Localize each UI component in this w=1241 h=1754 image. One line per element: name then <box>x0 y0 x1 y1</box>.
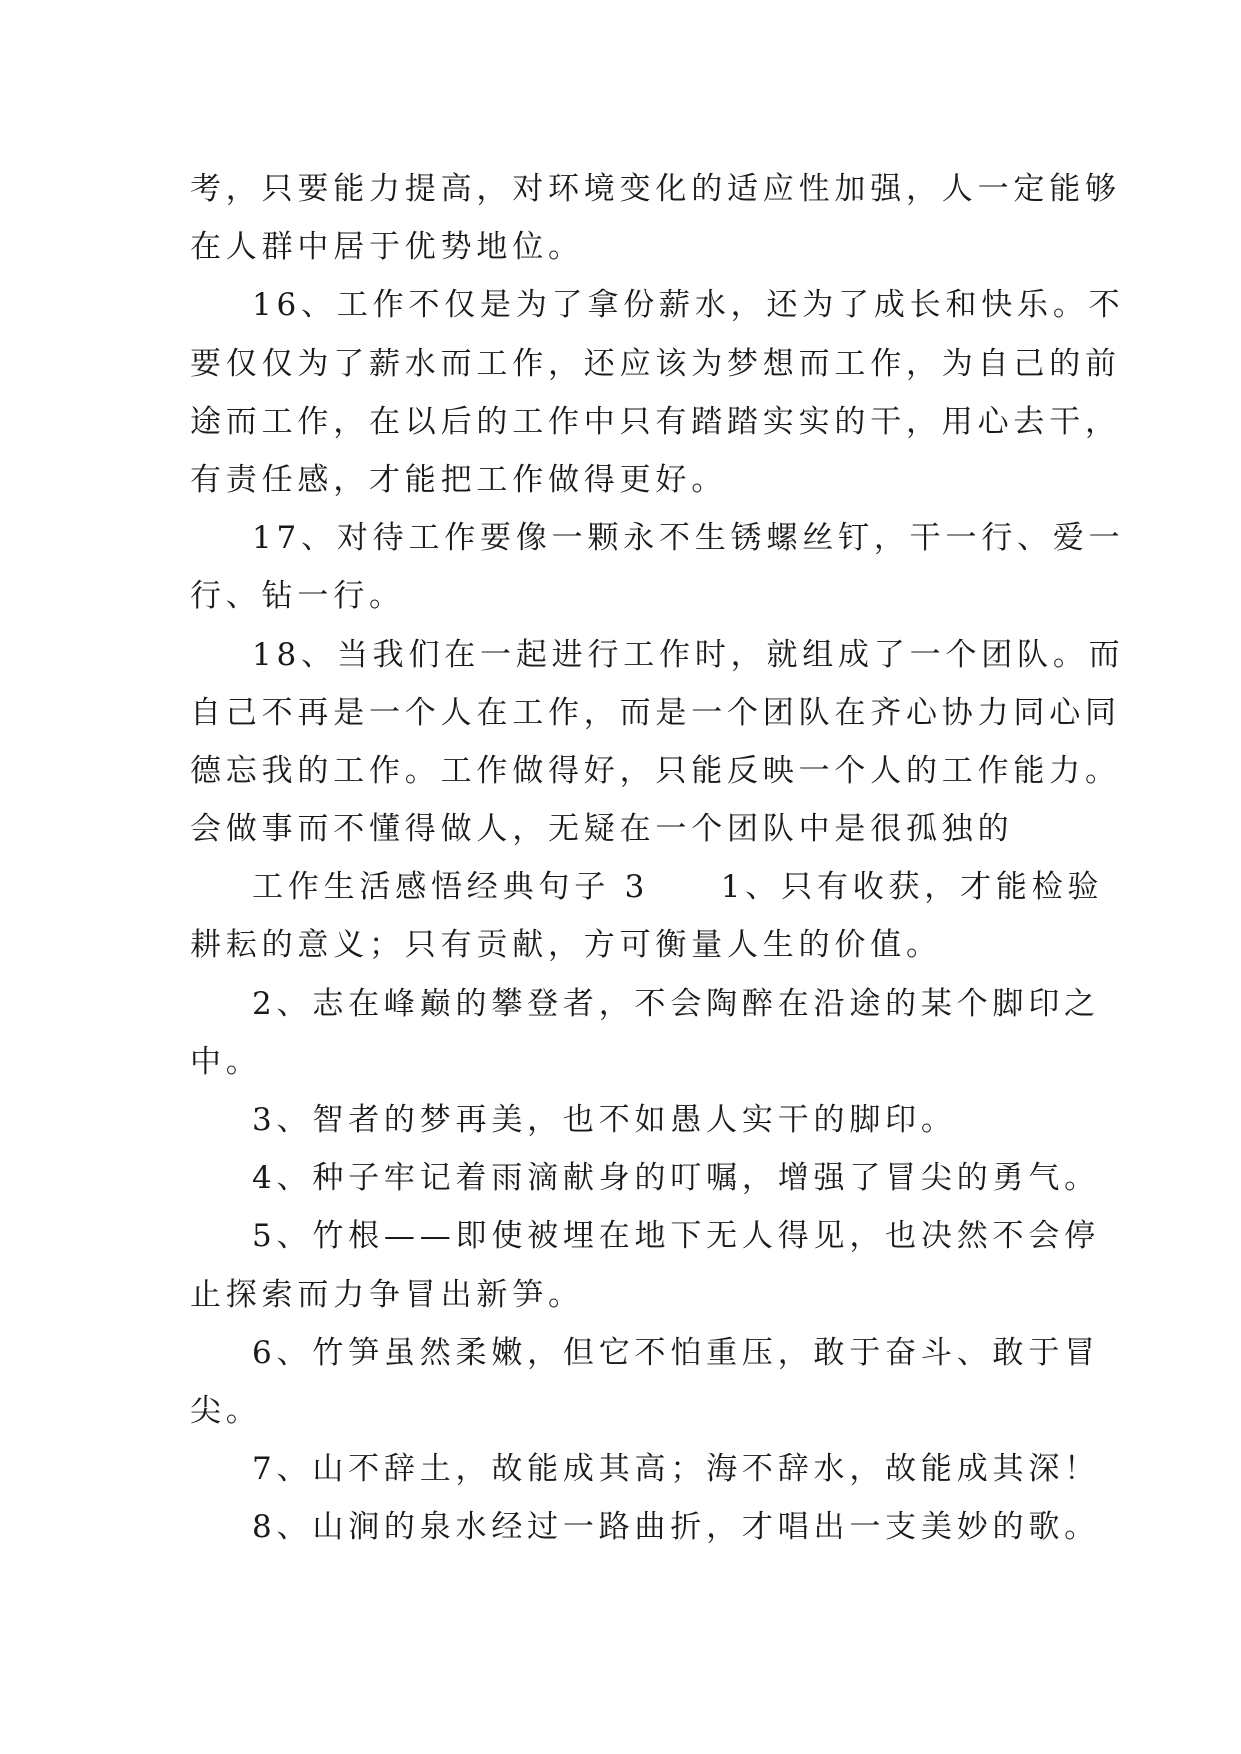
paragraph-section-3-item-4 <box>190 1149 1100 1207</box>
paragraph-section-3-item-7 <box>190 1440 1100 1498</box>
paragraph-section-3-item-6 <box>190 1324 1100 1440</box>
text-line: 耕耘的意义；只有贡献，方可衡量人生的价值。 <box>190 927 942 964</box>
text-line: 中。 <box>190 1043 262 1080</box>
paragraph-item-17 <box>190 509 1125 625</box>
text-line: 尖。 <box>190 1392 262 1429</box>
section-heading-line: 工作生活感悟经典句子 3 1、只有收获，才能检验 <box>252 869 1104 906</box>
text-line: 8、山涧的泉水经过一路曲折，才唱出一支美妙的歌。 <box>252 1509 1100 1546</box>
text-line: 5、竹根——即使被埋在地下无人得见，也决然不会停 <box>252 1218 1100 1255</box>
text-line: 在人群中居于优势地位。 <box>190 229 584 266</box>
text-line: 途而工作，在以后的工作中只有踏踏实实的干，用心去干， <box>190 403 1121 440</box>
document-body <box>190 160 1125 1557</box>
text-line: 要仅仅为了薪水而工作，还应该为梦想而工作，为自己的前 <box>190 345 1121 382</box>
paragraph-section-3-item-5 <box>190 1207 1100 1323</box>
paragraph-section-3-item-8 <box>190 1498 1100 1556</box>
text-line: 16、工作不仅是为了拿份薪水，还为了成长和快乐。不 <box>252 287 1125 324</box>
text-line: 会做事而不懂得做人，无疑在一个团队中是很孤独的 <box>190 811 1014 848</box>
text-line: 3、智者的梦再美，也不如愚人实干的脚印。 <box>252 1102 957 1138</box>
paragraph-section-3-item-2 <box>190 975 1100 1091</box>
text-line: 自己不再是一个人在工作，而是一个团队在齐心协力同心同 <box>190 694 1121 731</box>
text-line: 18、当我们在一起进行工作时，就组成了一个团队。而 <box>252 636 1125 673</box>
text-line: 行、钻一行。 <box>190 578 405 615</box>
text-line: 德忘我的工作。工作做得好，只能反映一个人的工作能力。 <box>190 752 1121 789</box>
text-line: 有责任感，才能把工作做得更好。 <box>190 461 727 498</box>
paragraph-item-16 <box>190 276 1125 509</box>
text-line: 考，只要能力提高，对环境变化的适应性加强，人一定能够 <box>190 171 1121 207</box>
text-line: 止探索而力争冒出新笋。 <box>190 1276 584 1313</box>
paragraph-section-3-item-3 <box>190 1091 1070 1149</box>
paragraph-item-18 <box>190 626 1125 859</box>
text-line: 4、种子牢记着雨滴献身的叮嘱，增强了冒尖的勇气。 <box>252 1160 1100 1197</box>
text-line: 17、对待工作要像一颗永不生锈螺丝钉，干一行、爱一 <box>252 520 1125 557</box>
text-line: 6、竹笋虽然柔嫩，但它不怕重压，敢于奋斗、敢于冒 <box>252 1334 1100 1371</box>
paragraph-section-3-item-1 <box>190 858 1104 974</box>
text-line: 2、志在峰巅的攀登者，不会陶醉在沿途的某个脚印之 <box>252 985 1100 1022</box>
paragraph-carryover <box>190 160 1121 276</box>
text-line: 7、山不辞土，故能成其高；海不辞水，故能成其深！ <box>252 1451 1100 1488</box>
